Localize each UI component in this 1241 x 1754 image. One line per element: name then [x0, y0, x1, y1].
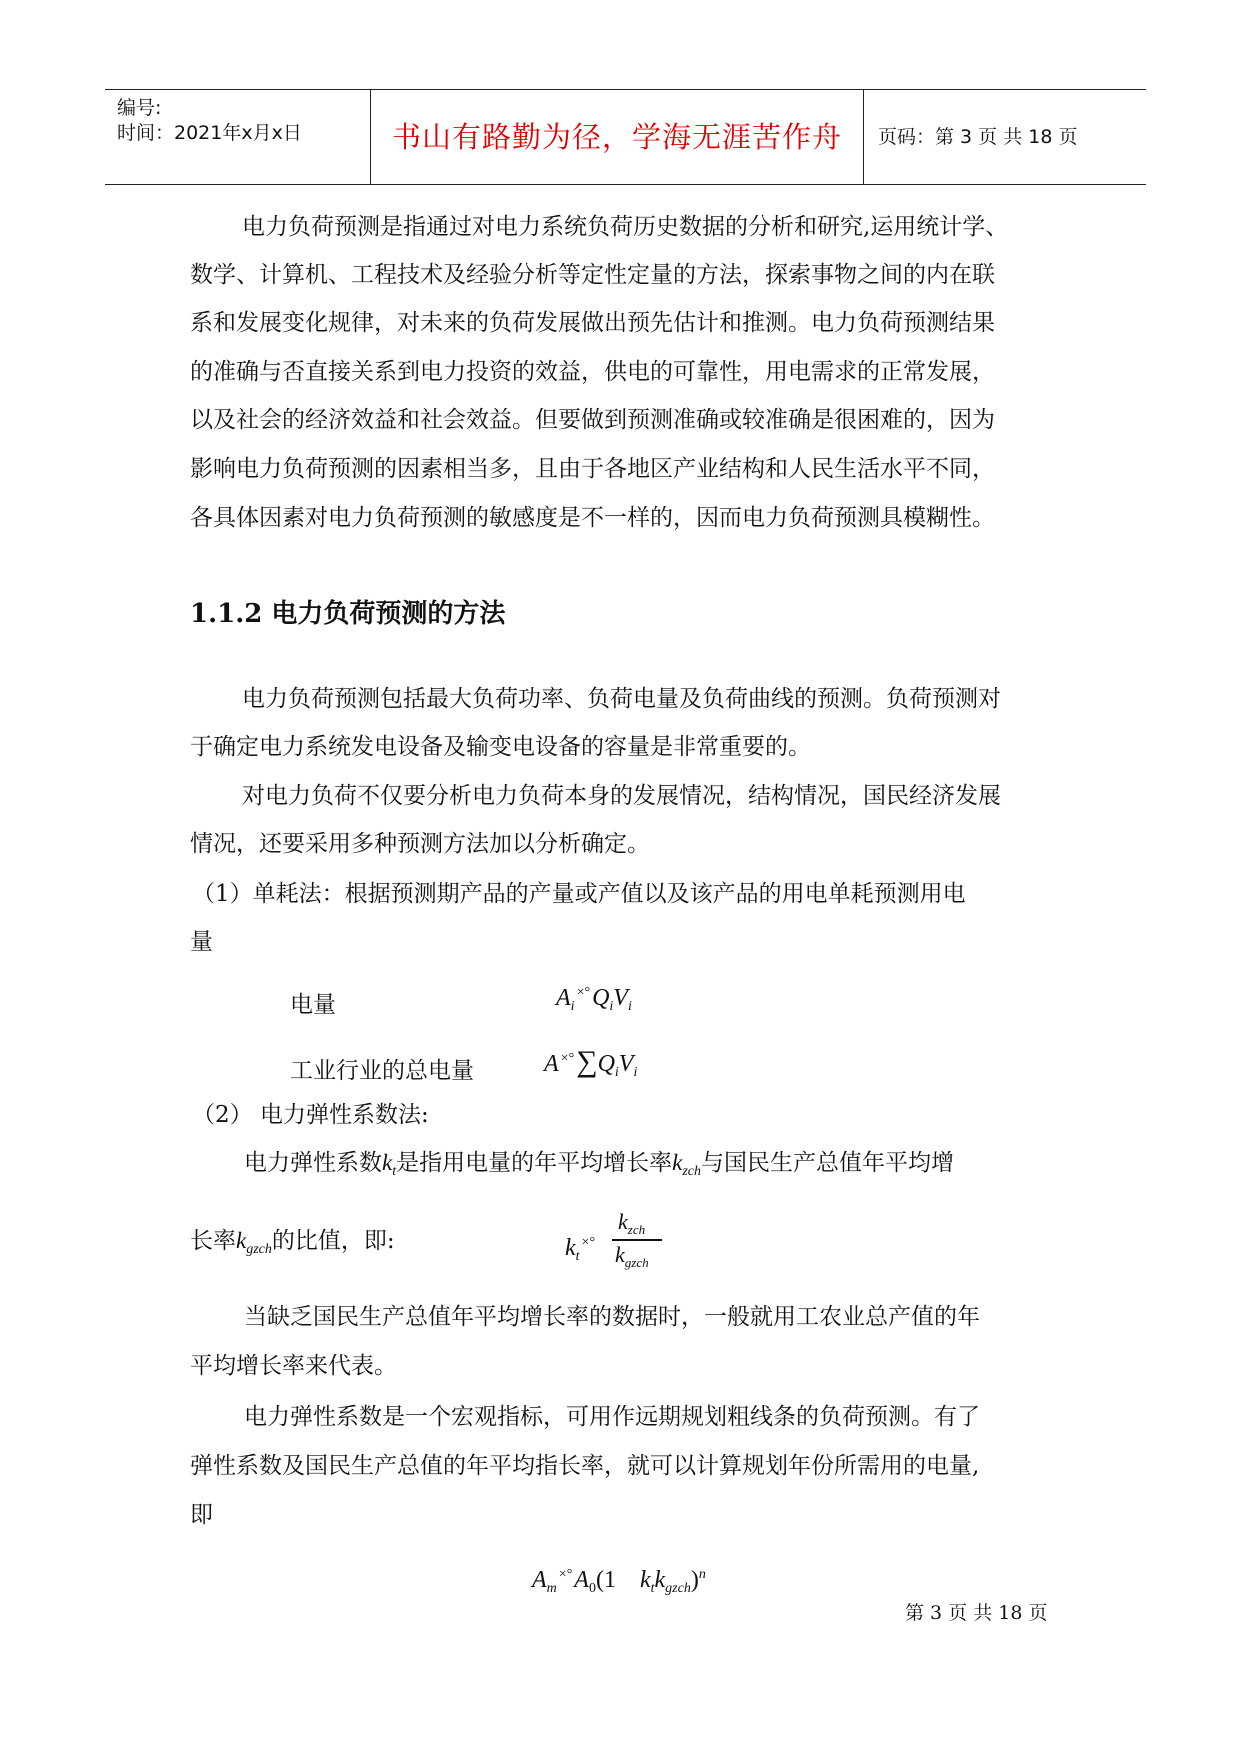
intro-line-4: 的准确与否直接关系到电力投资的效益，供电的可靠性，用电需求的正常发展， [190, 359, 995, 385]
methods-line-2: 于确定电力系统发电设备及输变电设备的容量是非常重要的。 [190, 734, 811, 760]
method1-line-1: （1）单耗法：根据预测期产品的产量或产值以及该产品的用电单耗预测用电 [192, 881, 966, 907]
methods-line-3: 对电力负荷不仅要分析电力负荷本身的发展情况，结构情况，国民经济发展 [242, 783, 1001, 809]
intro-line-6: 影响电力负荷预测的因素相当多，且由于各地区产业结构和人民生活水平不同， [190, 456, 995, 482]
formula2-label: 工业行业的总电量 [290, 1058, 474, 1084]
elastic-def-text-3: 与国民生产总值年平均增 [701, 1150, 954, 1176]
macro-line-2: 弹性系数及国民生产总值的年平均指长率，就可以计算规划年份所需用的电量, [190, 1453, 980, 1479]
elastic-def-line-2 [190, 1226, 395, 1265]
method2-title: （2） 电力弹性系数法: [192, 1102, 429, 1128]
header-motto: 书山有路勤为径，学海无涯苦作舟 [391, 120, 842, 154]
section-heading: 1.1.2 电力负荷预测的方法 [190, 599, 506, 629]
substitute-line-1: 当缺乏国民生产总值年平均增长率的数据时，一般就用工农业总产值的年 [244, 1304, 980, 1330]
fraction-numerator: $k_{zch}$ [618, 1209, 646, 1237]
methods-line-4: 情况，还要采用多种预测方法加以分析确定。 [190, 831, 650, 857]
methods-line-1: 电力负荷预测包括最大负荷功率、负荷电量及负荷曲线的预测。负荷预测对 [242, 686, 1001, 712]
formula1-equation: $A_i^{\times^\circ}Q_iV_i$ [556, 985, 632, 1014]
fraction-bar [612, 1239, 662, 1241]
kgzch-symbol: $k_{gzch}$ [236, 1228, 272, 1257]
growth-formula: $A_m^{\times^\circ}A_0(1$ $k_tk_{gzch})^n$ [532, 1567, 706, 1596]
header-left-cell [105, 90, 371, 184]
method1-line-2: 量 [190, 929, 213, 955]
page-header [105, 89, 1146, 185]
intro-line-7: 各具体因素对电力负荷预测的敏感度是不一样的，因而电力负荷预测具模糊性。 [190, 505, 995, 531]
header-right-cell [864, 90, 1146, 184]
kt-symbol: $k_t$ [382, 1150, 397, 1179]
kzch-symbol: $k_{zch}$ [672, 1150, 701, 1179]
document-time-label: 时间：2021年x月x日 [117, 122, 302, 144]
macro-line-3: 即 [190, 1502, 213, 1528]
macro-line-1: 电力弹性系数是一个宏观指标，可用作远期规划粗线条的负荷预测。有了 [244, 1404, 980, 1430]
elastic-def-line-1 [244, 1148, 954, 1187]
elastic-def-text-4: 长率 [190, 1228, 236, 1254]
elastic-def-text-2: 是指用电量的年平均增长率 [396, 1150, 673, 1176]
intro-line-5: 以及社会的经济效益和社会效益。但要做到预测准确或较准确是很困难的，因为 [190, 407, 995, 433]
elastic-def-text-5: 的比值，即: [271, 1228, 395, 1254]
substitute-line-2: 平均增长率来代表。 [190, 1353, 397, 1379]
kt-ratio-lhs: $k_t^{\times^\circ}$ [565, 1235, 596, 1264]
document-number-label: 编号: [117, 97, 162, 119]
elastic-def-text-1: 电力弹性系数 [244, 1150, 382, 1176]
header-center-cell [371, 90, 864, 184]
intro-line-1: 电力负荷预测是指通过对电力系统负荷历史数据的分析和研究,运用统计学、 [242, 214, 1009, 240]
fraction-denominator: $k_{gzch}$ [615, 1242, 649, 1270]
intro-line-3: 系和发展变化规律，对未来的负荷发展做出预先估计和推测。电力负荷预测结果 [190, 310, 995, 336]
header-page-info: 页码：第 3 页 共 18 页 [878, 126, 1078, 148]
page-footer: 第 3 页 共 18 页 [905, 1602, 1048, 1624]
formula2-equation: A $^{\times^\circ}\sum Q_iV_i$ [544, 1045, 638, 1080]
formula1-label: 电量 [290, 992, 336, 1018]
intro-line-2: 数学、计算机、工程技术及经验分析等定性定量的方法，探索事物之间的内在联 [190, 262, 995, 288]
